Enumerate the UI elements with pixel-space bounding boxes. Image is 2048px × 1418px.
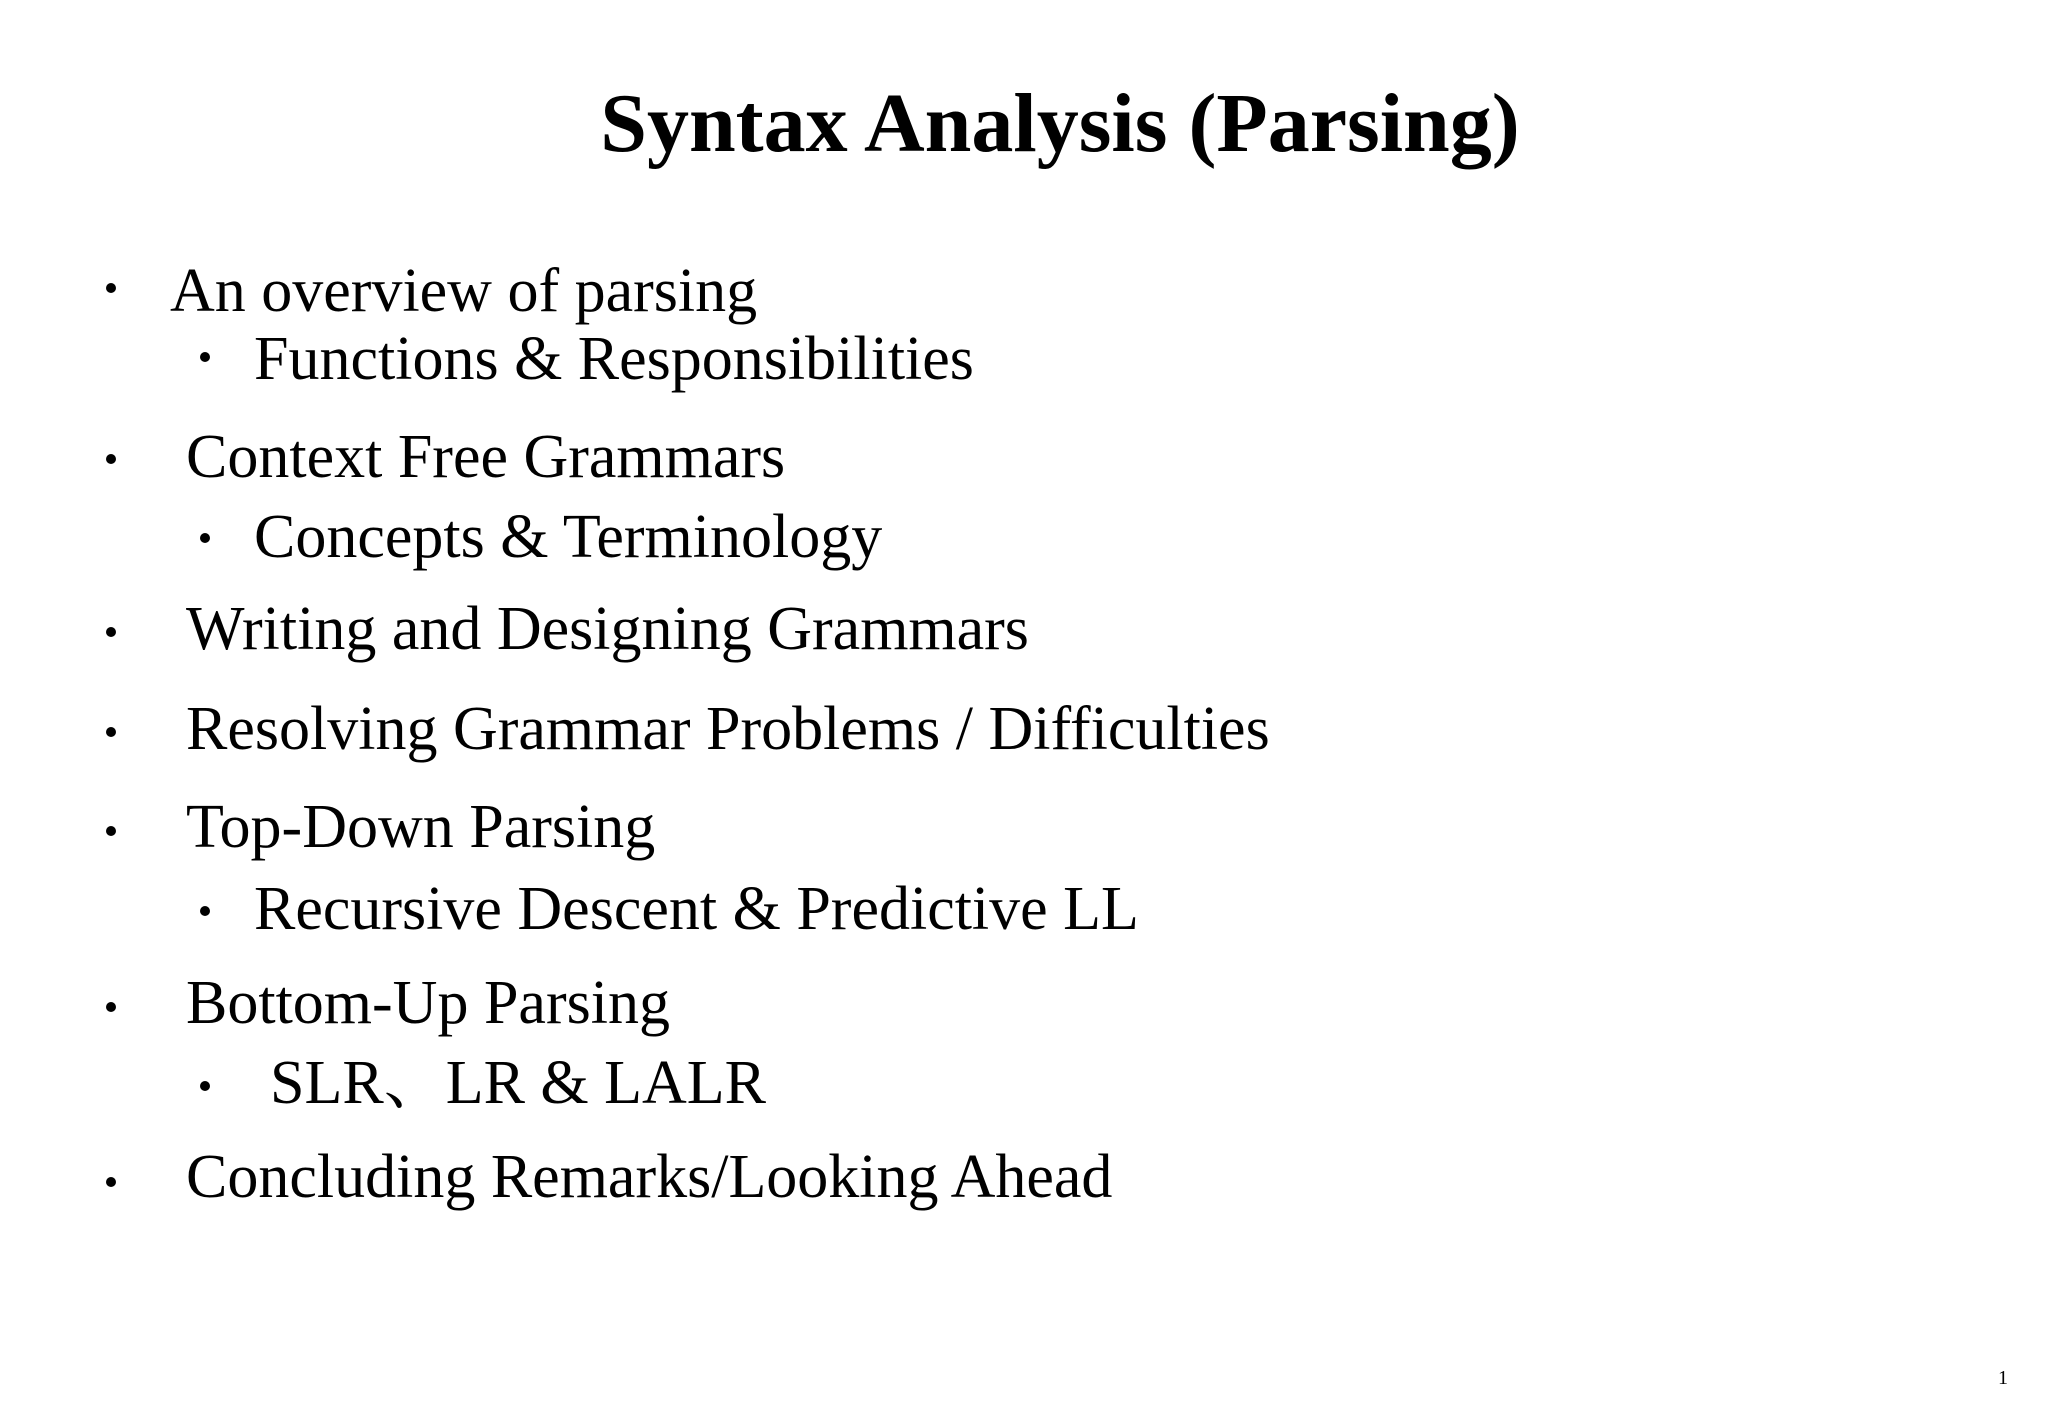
bullet-icon bbox=[106, 283, 116, 293]
bullet-icon bbox=[106, 727, 116, 737]
bullet-text: Writing and Designing Grammars bbox=[186, 595, 1029, 663]
bullet-icon bbox=[200, 1081, 210, 1091]
bullet-text: Concluding Remarks/Looking Ahead bbox=[186, 1143, 1113, 1211]
bullet-text: Resolving Grammar Problems / Difficulties bbox=[186, 695, 1270, 763]
bullet-text: Context Free Grammars bbox=[186, 423, 786, 491]
slide-title: Syntax Analysis (Parsing) bbox=[600, 77, 1520, 170]
bullet-icon bbox=[106, 1002, 116, 1012]
bullet-text: SLR、LR & LALR bbox=[270, 1049, 767, 1117]
bullet-text: Recursive Descent & Predictive LL bbox=[254, 875, 1139, 943]
bullet-icon bbox=[200, 906, 210, 916]
bullet-icon bbox=[106, 826, 116, 836]
page-number: 1 bbox=[1998, 1367, 2008, 1389]
bullet-icon bbox=[106, 627, 116, 637]
bullet-text: An overview of parsing bbox=[170, 257, 758, 325]
bullet-icon bbox=[200, 533, 210, 543]
bullet-text: Bottom-Up Parsing bbox=[186, 969, 670, 1037]
bullet-text: Top-Down Parsing bbox=[186, 793, 656, 861]
bullet-icon bbox=[106, 454, 116, 464]
bullet-text: Functions & Responsibilities bbox=[254, 325, 974, 393]
bullet-icon bbox=[200, 352, 210, 362]
bullet-icon bbox=[106, 1177, 116, 1187]
bullet-text: Concepts & Terminology bbox=[254, 503, 883, 571]
